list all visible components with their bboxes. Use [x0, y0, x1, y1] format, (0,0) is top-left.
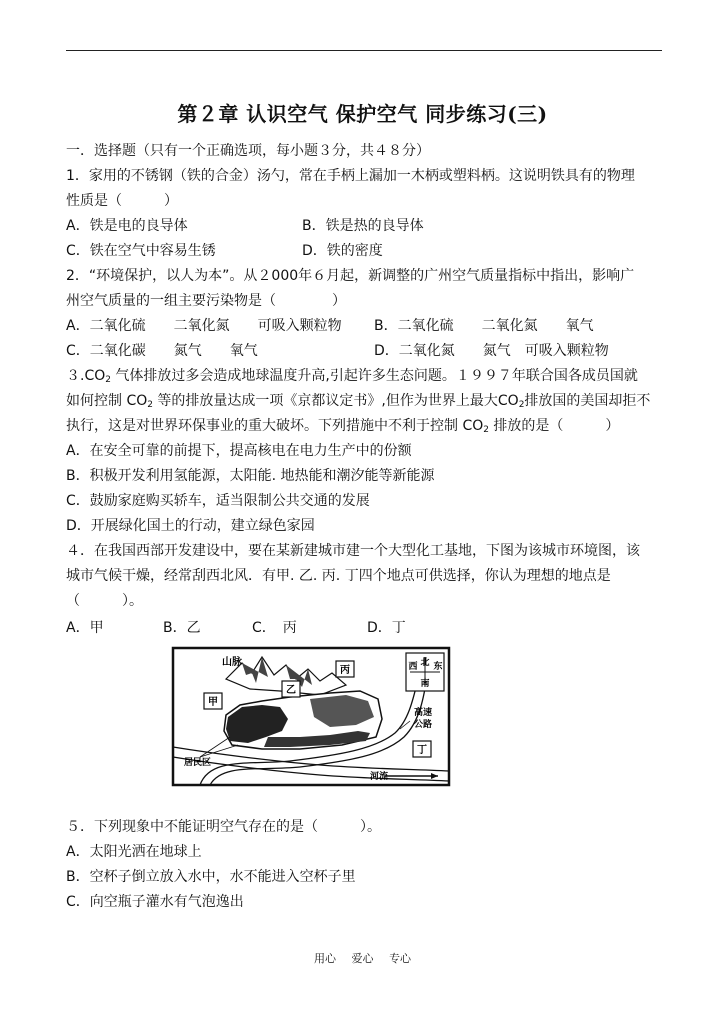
footer-word-1: 用心	[314, 952, 336, 965]
q2-stem-line2: 州空气质量的一组主要污染物是（ ）	[66, 293, 346, 309]
compass-north: 北	[420, 658, 430, 668]
q3-stem-line2: 如何控制 $CO_2$ 等的排放量达成一项《京都议定书》,但作为世界上最大$CO_2$排放国的美国却拒不	[66, 393, 651, 410]
q3-stem-line1: $3.CO_2$ 气体排放过多会造成地球温度升高,引起许多生态问题。１９９７年联合国各成员国就	[66, 368, 638, 385]
footer-word-3: 专心	[389, 952, 411, 965]
location-ding: 丁	[417, 745, 427, 756]
q3-option-a: A．在安全可靠的前提下，提高核电在电力生产中的份额	[66, 443, 412, 459]
q4-stem-line3: （ ）。	[66, 593, 143, 609]
footer-word-2: 爱心	[351, 952, 374, 965]
location-bing: 丙	[340, 665, 350, 676]
compass-south: 南	[420, 679, 430, 689]
page-title: 第２章 认识空气 保护空气 同步练习(三)	[177, 102, 548, 126]
location-jia: 甲	[208, 697, 218, 708]
compass-east: 东	[433, 662, 443, 672]
q2-option-c: C．二氧化碳 氮气 氧气	[66, 343, 258, 359]
q3-option-c: C．鼓励家庭购买轿车，适当限制公共交通的发展	[66, 493, 370, 509]
q4-option-c: C． 丙	[252, 620, 297, 636]
q5-option-a: A．太阳光洒在地球上	[66, 844, 202, 860]
page-footer	[0, 950, 725, 966]
q1-option-a: A．铁是电的良导体	[66, 218, 188, 234]
q4-stem-line2: 城市气候干燥，经常刮西北风．有甲. 乙. 丙. 丁四个地点可供选择，你认为理想的地点是	[66, 568, 611, 584]
q4-option-d: D．丁	[367, 620, 406, 636]
q1-option-d: D．铁的密度	[302, 243, 383, 259]
compass-west: 西	[408, 662, 418, 672]
q2-option-d: D．二氧化氮 氮气 可吸入颗粒物	[374, 343, 609, 359]
q5-option-c: C．向空瓶子灌水有气泡逸出	[66, 894, 244, 910]
river-label: 河流	[370, 772, 389, 782]
q5-stem: ５．下列现象中不能证明空气存在的是（ ）。	[66, 819, 381, 835]
q5-option-b: B．空杯子倒立放入水中，水不能进入空杯子里	[66, 869, 356, 885]
city-environment-map	[170, 645, 452, 788]
header-rule	[66, 50, 662, 51]
q1-option-b: B．铁是热的良导体	[302, 218, 424, 234]
highway-label-2: 公路	[414, 720, 433, 730]
q4-option-a: A．甲	[66, 620, 104, 636]
q2-option-b: B．二氧化硫 二氧化氮 氧气	[374, 318, 594, 334]
q3-stem-line3: 执行，这是对世界环保事业的重大破坏。下列措施中不利于控制 $CO_2$ 排放的是（ ）	[66, 418, 620, 435]
q2-stem-line1: 2．“环境保护，以人为本”。从２000年６月起，新调整的广州空气质量指标中指出，影响广	[66, 268, 635, 284]
q1-option-c: C．铁在空气中容易生锈	[66, 243, 216, 259]
q4-option-b: B．乙	[163, 620, 201, 636]
q3-option-b: B．积极开发利用氢能源，太阳能. 地热能和潮汐能等新能源	[66, 468, 435, 484]
q3-option-d: D．开展绿化国土的行动，建立绿色家园	[66, 518, 315, 534]
section-header: 一．选择题（只有一个正确选项，每小题３分，共４８分）	[66, 143, 430, 159]
q2-option-a: A．二氧化硫 二氧化氮 可吸入颗粒物	[66, 318, 342, 334]
q1-stem-line2: 性质是（ ）	[66, 193, 178, 209]
q4-stem-line1: ４．在我国西部开发建设中，要在某新建城市建一个大型化工基地，下图为该城市环境图，该	[66, 543, 640, 559]
residential-label: 居民区	[184, 758, 212, 768]
location-yi: 乙	[286, 685, 296, 696]
q1-stem-line1: 1．家用的不锈钢（铁的合金）汤勺，常在手柄上漏加一木柄或塑料柄。这说明铁具有的物理	[66, 168, 635, 184]
highway-label-1: 高速	[414, 708, 433, 718]
mountain-label: 山脉	[222, 657, 242, 668]
